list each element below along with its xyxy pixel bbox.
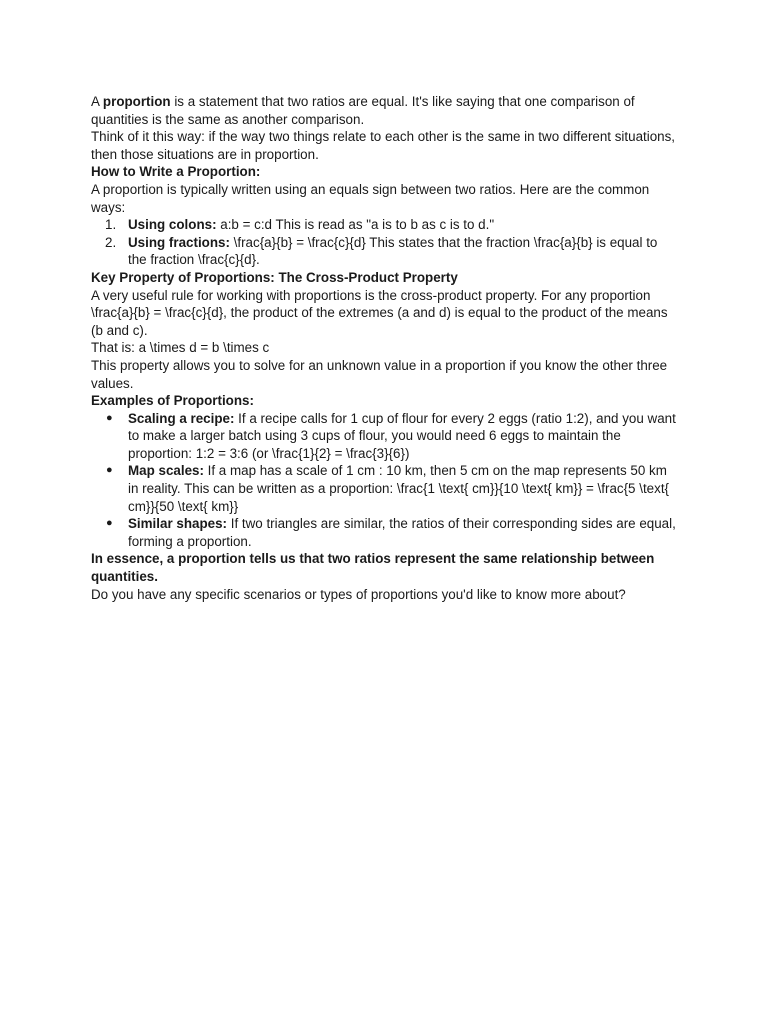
list-item-text: a:b = c:d This is read as "a is to b as c is to d."	[216, 217, 495, 233]
list-item	[91, 515, 679, 550]
list-item	[91, 234, 679, 269]
intro-post: is a statement that two ratios are equal. It's like saying that one comparison of quantities is the same as another comparison.	[91, 94, 635, 127]
closing-question: Do you have any specific scenarios or types of proportions you'd like to know more about?	[91, 586, 626, 602]
key-property-text: A very useful rule for working with proportions is the cross-product property. For any proportion \frac{a}{b} = \frac{c}{d}, the product of the extremes (a and d) is equal to the product of the means (b and c).	[91, 287, 668, 338]
bullet-icon: ●	[106, 464, 113, 477]
that-is-line: That is: a \times d = b \times c	[91, 340, 270, 356]
allows-paragraph: This property allows you to solve for an unknown value in a proportion if you know the other three values.	[91, 357, 668, 391]
document-body	[91, 93, 679, 603]
list-item-label: Scaling a recipe:	[128, 410, 235, 426]
list-item	[91, 410, 679, 463]
how-to-write-text: A proportion is typically written using an equals sign between two ratios. Here are the common ways:	[91, 181, 650, 215]
list-item-label: Map scales:	[128, 463, 204, 479]
list-item	[91, 462, 679, 515]
list-item-label: Using fractions:	[128, 234, 230, 250]
examples-list	[91, 410, 679, 551]
think-paragraph: Think of it this way: if the way two things relate to each other is the same in two different situations, then those situations are in proportion.	[91, 129, 676, 162]
term-proportion: proportion	[102, 94, 171, 109]
list-item-text: If a recipe calls for 1 cup of flour for every 2 eggs (ratio 1:2), and you want to make a larger batch using 3 cups of flour, you would need 6 eggs to maintain the proportion: 1:2 = 3:6 (or \frac{1}{2} = \frac{3}{6})	[128, 410, 676, 461]
list-item-label: Using colons:	[128, 217, 217, 233]
intro-pre: A	[91, 94, 103, 109]
list-number: 2.	[105, 234, 117, 250]
list-item	[91, 216, 679, 234]
list-item-label: Similar shapes:	[128, 516, 227, 532]
key-property-heading: Key Property of Proportions: The Cross-Product Property	[91, 269, 458, 285]
list-item-text: If two triangles are similar, the ratios of their corresponding sides are equal, forming a proportion.	[128, 516, 676, 549]
list-number: 1.	[105, 217, 117, 233]
intro-paragraph	[91, 93, 679, 128]
list-item-text: If a map has a scale of 1 cm : 10 km, then 5 cm on the map represents 50 km in reality. This can be written as a proportion: \frac{1 \text{ cm}}{10 \text{ km}} = \frac{5 \text{ cm}}{50 \text{ km}}	[128, 463, 670, 514]
how-to-write-heading: How to Write a Proportion:	[91, 164, 261, 180]
ways-list	[91, 216, 679, 269]
bullet-icon: ●	[106, 517, 113, 530]
examples-heading: Examples of Proportions:	[91, 393, 254, 409]
essence-paragraph: In essence, a proportion tells us that two ratios represent the same relationship between quantities.	[91, 551, 655, 585]
bullet-icon: ●	[106, 411, 113, 424]
list-item-text: \frac{a}{b} = \frac{c}{d} This states that the fraction \frac{a}{b} is equal to the fraction \frac{c}{d}.	[128, 234, 658, 268]
